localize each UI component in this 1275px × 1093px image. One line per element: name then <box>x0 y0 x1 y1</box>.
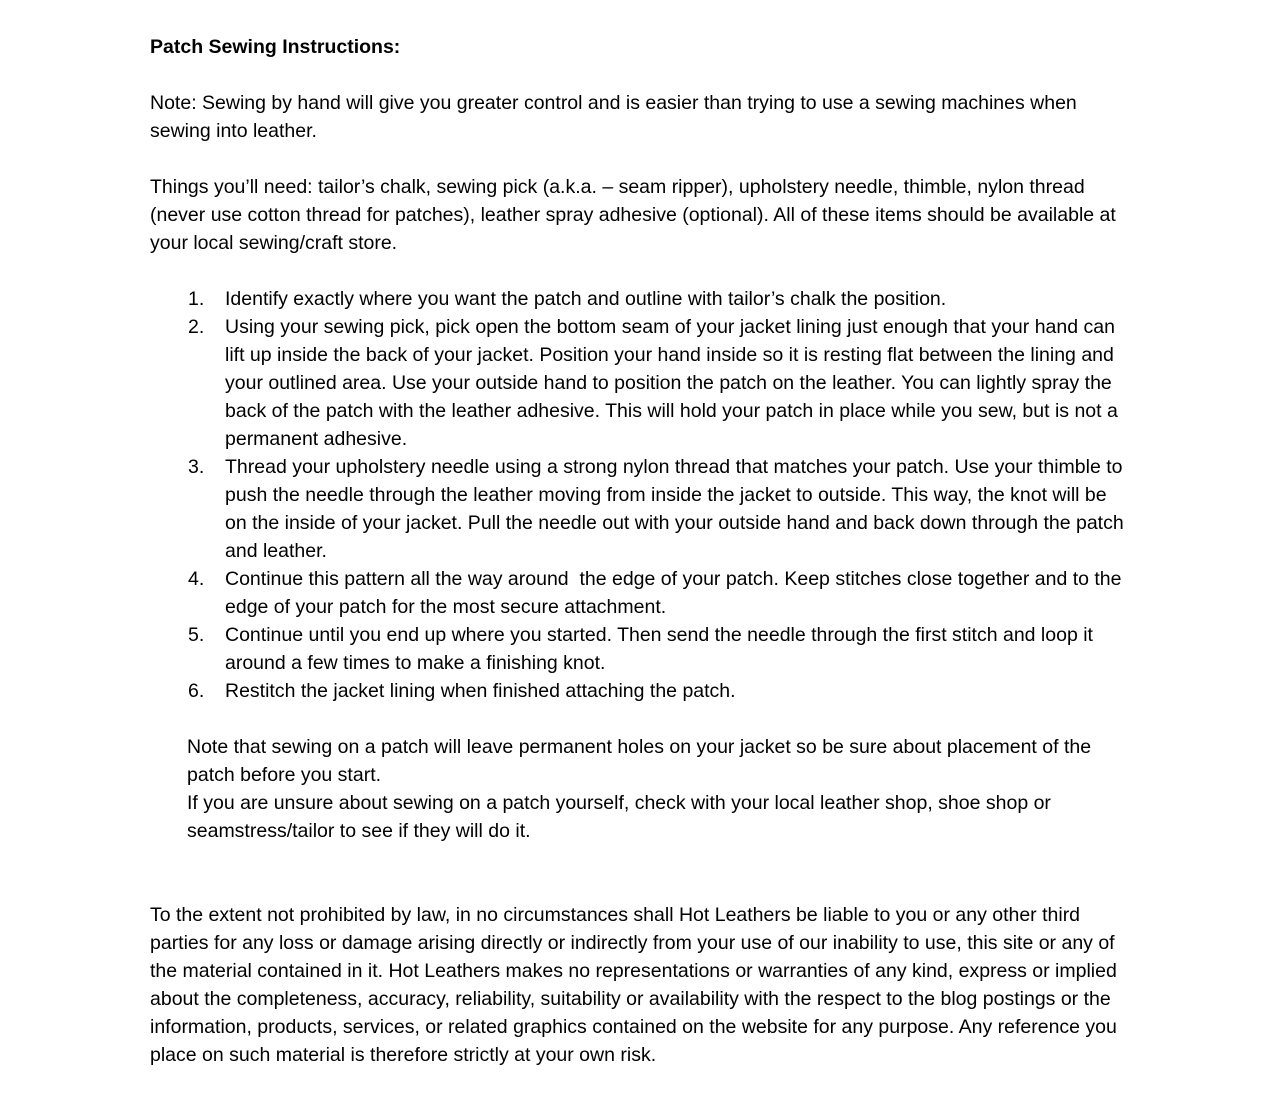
step-item-6 <box>150 677 1125 705</box>
step-number: 6. <box>188 680 205 702</box>
placement-note-block <box>150 733 1125 845</box>
step-item-1 <box>150 285 1125 313</box>
hand-sewing-note-paragraph: Note: Sewing by hand will give you greater control and is easier than trying to use a sewing machines when sewing into leather. <box>150 92 1083 142</box>
instruction-steps-list <box>150 285 1130 705</box>
step-item-3 <box>150 453 1130 565</box>
step-number: 5. <box>188 624 205 646</box>
step-text: Identify exactly where you want the patch and outline with tailor’s chalk the position. <box>225 288 947 310</box>
document-title: Patch Sewing Instructions: <box>150 36 401 58</box>
step-number: 2. <box>188 316 205 338</box>
legal-disclaimer-paragraph: To the extent not prohibited by law, in no circumstances shall Hot Leathers be liable to you or any other third parties for any loss or damage arising directly or indirectly from your use of our inability to use, this site or any of the material contained in it. Hot Leathers makes no representations or warranties of any kind, express or implied about the completeness, accuracy, reliability, suitability or availability with the respect to the blog postings or the information, products, services, or related graphics contained on the website for any purpose. Any reference you place on such material is therefore strictly at your own risk. <box>150 904 1123 1066</box>
step-number: 1. <box>188 288 205 310</box>
step-text: Continue this pattern all the way around the edge of your patch. Keep stitches close together and to the edge of your patch for the most secure attachment. <box>225 568 1127 618</box>
step-number: 3. <box>188 456 205 478</box>
step-text: Thread your upholstery needle using a strong nylon thread that matches your patch. Use your thimble to push the needle through the leather moving from inside the jacket to outside. This way, the knot will be on the inside of your jacket. Pull the needle out with your outside hand and back down through the patch and leather. <box>225 456 1130 562</box>
step-item-5 <box>150 621 1125 677</box>
materials-paragraph: Things you’ll need: tailor’s chalk, sewing pick (a.k.a. – seam ripper), upholstery needle, thimble, nylon thread (never use cotton thread for patches), leather spray adhesive (optional). All of these items should be available at your local sewing/craft store. <box>150 176 1122 254</box>
step-text: Continue until you end up where you started. Then send the needle through the first stitch and loop it around a few times to make a finishing knot. <box>225 624 1099 674</box>
step-text: Restitch the jacket lining when finished attaching the patch. <box>225 680 736 702</box>
step-text: Using your sewing pick, pick open the bottom seam of your jacket lining just enough that your hand can lift up inside the back of your jacket. Position your hand inside so it is resting flat between the lining and your outlined area. Use your outside hand to position the patch on the leather. You can lightly spray the back of the patch with the leather adhesive. This will hold your patch in place while you sew, but is not a permanent adhesive. <box>225 316 1124 450</box>
step-item-2 <box>150 313 1125 453</box>
step-number: 4. <box>188 568 205 590</box>
step-item-4 <box>150 565 1125 621</box>
placement-note-paragraph: Note that sewing on a patch will leave permanent holes on your jacket so be sure about placement of the patch before you start. <box>187 736 1097 786</box>
alternative-note-paragraph: If you are unsure about sewing on a patch yourself, check with your local leather shop, shoe shop or seamstress/tailor to see if they will do it. <box>187 792 1057 842</box>
